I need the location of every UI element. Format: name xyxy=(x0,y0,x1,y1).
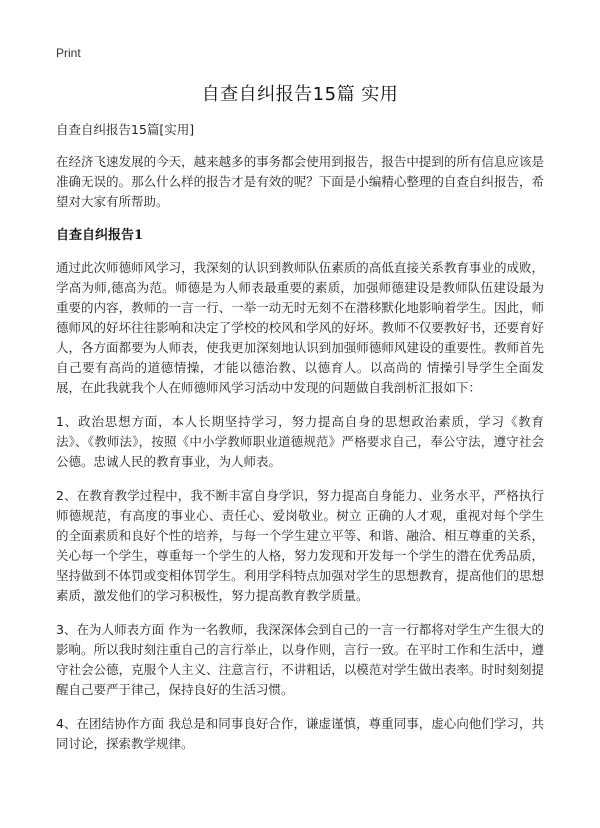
document-body xyxy=(56,120,544,768)
print-link[interactable]: Print xyxy=(56,46,81,60)
document-subtitle: 自查自纠报告15篇[实用] xyxy=(56,122,195,137)
item-paragraph-1: 1、政治思想方面，本人长期坚持学习，努力提高自身的思想政治素质，学习《教育法》、《教师法》，按照《中小学教师职业道德规范》严格要求自己，奉公守法，遵守社会公德。忠诚人民的教育事业，为人师表。 xyxy=(56,414,544,469)
section-heading: 自查自纠报告1 xyxy=(56,228,144,243)
item-paragraph-4: 4、在团结协作方面 我总是和同事良好合作，谦虚谨慎，尊重同事，虚心向他们学习，共同讨论，探索教学规律。 xyxy=(56,716,544,751)
intro-paragraph: 在经济飞速发展的今天，越来越多的事务都会使用到报告，报告中提到的所有信息应该是准确无误的。那么什么样的报告才是有效的呢？下面是小编精心整理的自查自纠报告，希望对大家有所帮助。 xyxy=(56,154,544,209)
body-paragraph: 通过此次师德师风学习，我深刻的认识到教师队伍素质的高低直接关系教育事业的成败，学高为师,德高为范。师德是为人师表最重要的素质，加强师德建设是教师队伍建设最为重要的内容，教师的一言一行、一举一动无时无刻不在潜移默化地影响着学生。因此，师德师风的好坏往往影响和决定了学校的校风和学风的好坏。教师不仅要教好书，还要育好人，各方面都要为人师表，使我更加深刻地认识到加强师德师风建设的重要性。教师首先自己要有高尚的道德情操，才能以德治教、以德育人。以高尚的 情操引导学生全面发展，在此我就我个人在师德师风学习活动中发现的问题做自我剖析汇报如下： xyxy=(56,260,544,395)
item-paragraph-3: 3、在为人师表方面 作为一名教师，我深深体会到自己的一言一行都将对学生产生很大的影响。所以我时刻注重自己的言行举止，以身作则，言行一致。在平时工作和生活中，遵守社会公德，克服个人主义、注意言行，不讲粗话，以模范对学生做出表率。时时刻刻提醒自己要严于律己，保持良好的生活习惯。 xyxy=(56,622,544,697)
document-title: 自查自纠报告15篇 实用 xyxy=(201,84,399,105)
item-paragraph-2: 2、在教育教学过程中，我不断丰富自身学识，努力提高自身能力、业务水平，严格执行师德规范，有高度的事业心、责任心、爱岗敬业。树立 正确的人才观，重视对每个学生的全面素质和良好个性的培养，与每一个学生建立平等、和谐、融洽、相互尊重的关系，关心每一个学生，尊重每一个学生的人格，努力发现和开发每一个学生的潜在优秀品质，坚持做到不体罚或变相体罚学生。利用学科特点加强对学生的思想教育，提高他们的思想素质，激发他们的学习积极性，努力提高教育教学质量。 xyxy=(56,488,544,603)
